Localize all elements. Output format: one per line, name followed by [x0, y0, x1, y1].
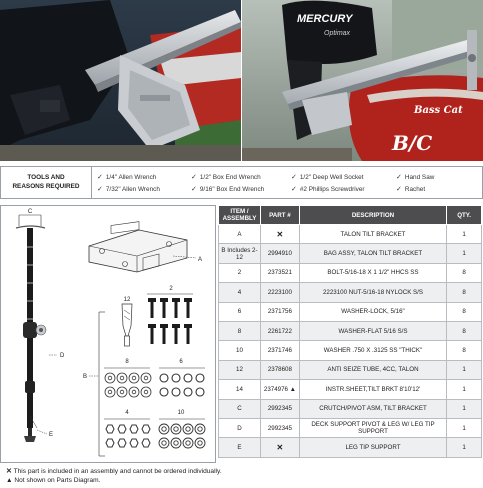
cell-qty: 1	[447, 399, 482, 418]
cell-part: 2371746	[260, 341, 299, 360]
check-icon: ✓	[97, 174, 103, 181]
label-2: 2	[169, 286, 173, 292]
parts-diagram-drawing	[1, 206, 215, 462]
cell-description: BOLT-5/16-18 X 1 1/2" HHCS SS	[299, 263, 446, 282]
cell-item: B Includes 2-12	[219, 244, 261, 263]
installation-photo-right	[242, 0, 483, 161]
table-row	[219, 302, 482, 321]
header-description: DESCRIPTION	[299, 206, 446, 225]
hull-letters-text: B/C	[392, 131, 433, 155]
check-icon: ✓	[291, 186, 297, 193]
mercury-brand-text: MERCURY	[297, 13, 353, 25]
bolts-drawing	[148, 298, 192, 344]
check-icon: ✓	[396, 186, 402, 193]
cell-qty: 8	[447, 341, 482, 360]
table-row	[219, 380, 482, 399]
tool-item	[291, 173, 363, 181]
parts-table	[218, 205, 482, 458]
table-row	[219, 341, 482, 360]
footnote-x	[6, 467, 222, 475]
table-header-row	[219, 206, 482, 225]
footnote-triangle	[6, 477, 101, 484]
check-icon: ✓	[97, 186, 103, 193]
tools-title-line2: REASONS REQUIRED	[12, 183, 80, 190]
cell-qty: 1	[447, 244, 482, 263]
table-row	[219, 360, 482, 379]
hull-script-text: Bass Cat	[414, 105, 463, 116]
cell-description: 2223100 NUT-5/16-18 NYLOCK S/S	[299, 283, 446, 302]
triangle-icon: ▲	[6, 477, 13, 484]
cell-description: INSTR.SHEET,TILT BRKT 8'10'12'	[299, 380, 446, 399]
cell-part: 2261722	[260, 321, 299, 340]
cell-item: 2	[219, 263, 261, 282]
cell-qty: 1	[447, 360, 482, 379]
cell-description: TALON TILT BRACKET	[299, 225, 446, 244]
check-icon: ✓	[191, 186, 197, 193]
label-b: B	[83, 374, 88, 380]
label-6: 6	[179, 359, 183, 365]
cell-part: 2371756	[260, 302, 299, 321]
table-row	[219, 244, 482, 263]
cell-qty: 1	[447, 380, 482, 399]
cell-qty: 8	[447, 302, 482, 321]
thick-washers-drawing	[159, 424, 205, 448]
tool-item	[97, 185, 160, 193]
tool-label: Hand Saw	[404, 174, 435, 181]
tool-label: 7/32" Allen Wrench	[105, 186, 160, 193]
check-icon: ✓	[191, 174, 197, 181]
cell-part: 2992345	[260, 418, 299, 437]
check-icon: ✓	[396, 174, 402, 181]
cell-qty: 1	[447, 438, 482, 457]
cell-description: WASHER-LOCK, 5/16"	[299, 302, 446, 321]
header-part: PART #	[260, 206, 299, 225]
x-mark-icon: ✕	[6, 468, 12, 475]
table-row	[219, 283, 482, 302]
cell-part: ✕	[260, 438, 299, 457]
table-row	[219, 418, 482, 437]
table-row	[219, 399, 482, 418]
cell-item: D	[219, 418, 261, 437]
tool-item	[291, 185, 365, 193]
optimax-model-text: Optimax	[324, 30, 351, 37]
tools-title-line1: TOOLS AND	[27, 174, 65, 181]
cell-item: 10	[219, 341, 261, 360]
tools-title	[1, 167, 92, 198]
cell-description: WASHER .750 X .3125 SS "THICK"	[299, 341, 446, 360]
cell-part: 2994910	[260, 244, 299, 263]
table-row	[219, 263, 482, 282]
tilt-bracket-photo-right	[242, 0, 483, 161]
tool-item	[396, 173, 434, 181]
label-d: D	[60, 353, 65, 359]
cell-description: BAG ASSY, TALON TILT BRACKET	[299, 244, 446, 263]
tool-item	[191, 173, 261, 181]
tool-label: 9/16" Box End Wrench	[199, 186, 265, 193]
cell-item: 6	[219, 302, 261, 321]
installation-photo-left	[0, 0, 241, 161]
header-item: ITEM / ASSEMBLY	[219, 206, 261, 225]
tool-label: 1/4" Allen Wrench	[105, 174, 157, 181]
cell-item: A	[219, 225, 261, 244]
cell-description: CRUTCH/PIVOT ASM, TILT BRACKET	[299, 399, 446, 418]
cell-part: 2374976 ▲	[260, 380, 299, 399]
flat-washers-drawing	[105, 373, 151, 397]
cell-item: 12	[219, 360, 261, 379]
label-8: 8	[125, 359, 129, 365]
cell-qty: 8	[447, 263, 482, 282]
check-icon: ✓	[291, 174, 297, 181]
tool-item	[97, 173, 156, 181]
table-row	[219, 321, 482, 340]
label-10: 10	[177, 410, 185, 416]
cell-description: DECK SUPPORT PIVOT & LEG W/ LEG TIP SUPPORT	[299, 418, 446, 437]
cell-qty: 8	[447, 283, 482, 302]
tool-label: 1/2" Box End Wrench	[199, 174, 261, 181]
tool-label: Rachet	[404, 186, 426, 193]
cell-qty: 8	[447, 321, 482, 340]
tilt-bracket-photo-left	[0, 0, 241, 161]
footnote-x-text: This part is included in an assembly and cannot be ordered individually.	[13, 468, 222, 475]
cell-part: 2223100	[260, 283, 299, 302]
table-row	[219, 438, 482, 457]
tilt-bracket-drawing	[89, 222, 187, 272]
cell-part: ✕	[260, 225, 299, 244]
tool-label: 1/2" Deep Well Socket	[299, 174, 364, 181]
cell-item: 8	[219, 321, 261, 340]
cell-description: ANTI SEIZE TUBE, 4CC, TALON	[299, 360, 446, 379]
lock-washers-drawing	[160, 374, 204, 396]
nylock-nuts-drawing	[106, 425, 150, 447]
label-c: C	[27, 209, 33, 215]
label-a: A	[198, 257, 203, 263]
parts-diagram	[0, 205, 216, 463]
cell-qty: 1	[447, 225, 482, 244]
cell-description: WASHER-FLAT 5/16 S/S	[299, 321, 446, 340]
tools-required-strip	[0, 166, 483, 199]
footnote-triangle-text: Not shown on Parts Diagram.	[14, 477, 101, 484]
cell-item: 14	[219, 380, 261, 399]
table-row	[219, 225, 482, 244]
cell-item: E	[219, 438, 261, 457]
cell-qty: 1	[447, 418, 482, 437]
tool-label: #2 Phillips Screwdriver	[299, 186, 365, 193]
crutch-pole-drawing	[16, 226, 46, 442]
tool-item	[191, 185, 264, 193]
cell-part: 2373521	[260, 263, 299, 282]
label-4: 4	[125, 410, 129, 416]
label-e: E	[49, 432, 54, 438]
label-12: 12	[123, 297, 131, 303]
tool-item	[396, 185, 425, 193]
cell-part: 2378608	[260, 360, 299, 379]
cell-description: LEG TIP SUPPORT	[299, 438, 446, 457]
anti-seize-tube-drawing	[122, 304, 132, 346]
cell-item: 4	[219, 283, 261, 302]
header-qty: QTY.	[447, 206, 482, 225]
cell-part: 2992345	[260, 399, 299, 418]
cell-item: C	[219, 399, 261, 418]
